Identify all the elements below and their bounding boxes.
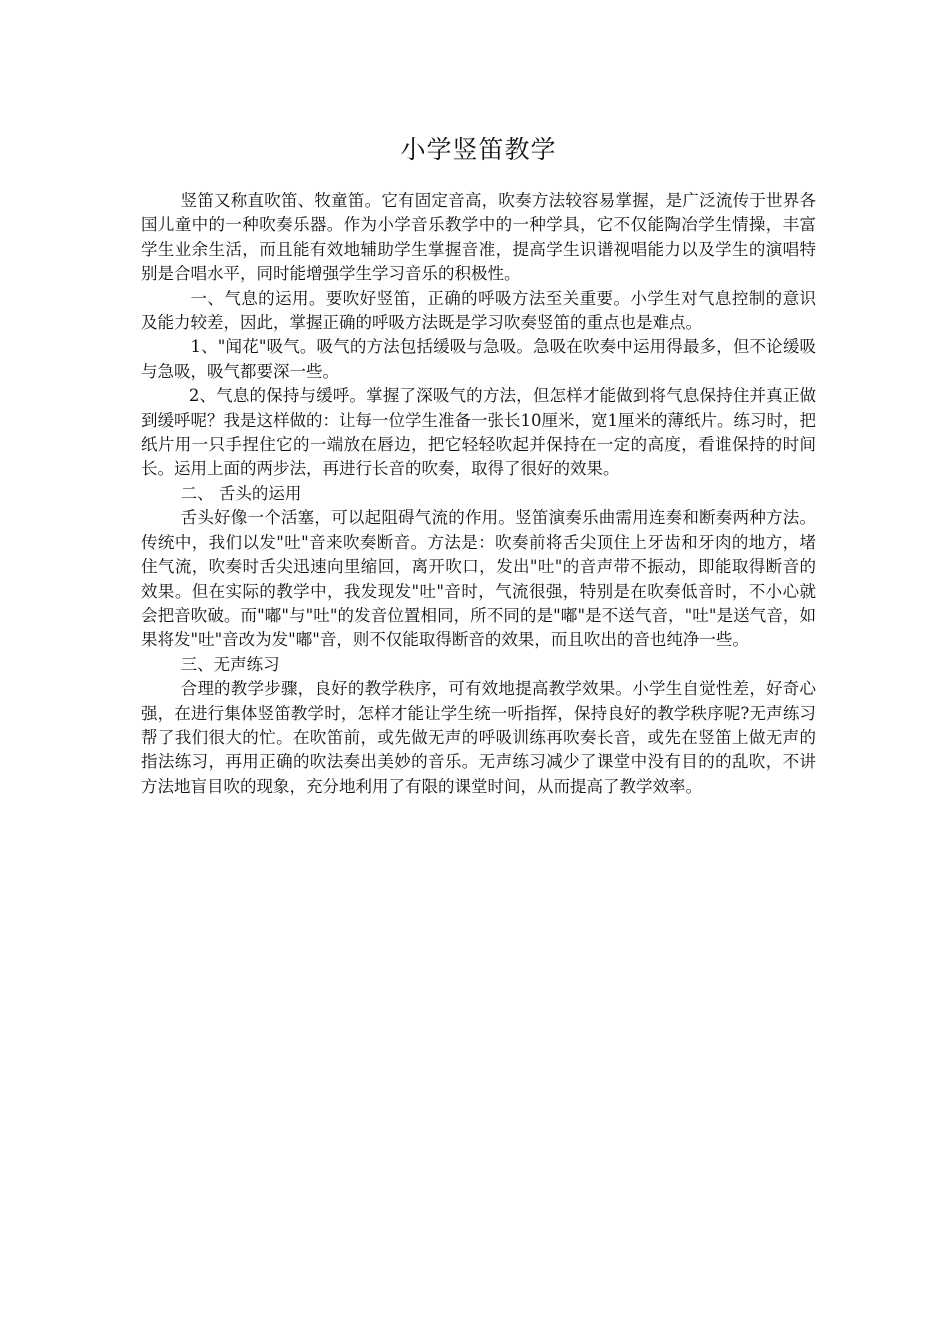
paragraph-breath: 一、气息的运用。要吹好竖笛，正确的呼吸方法至关重要。小学生对气息控制的意识及能力较差，因此，掌握正确的呼吸方法既是学习吹奏竖笛的重点也是难点。 — [141, 288, 816, 333]
section-heading-silent: 三、无声练习 — [180, 654, 280, 674]
paragraph-intro: 竖笛又称直吹笛、牧童笛。它有固定音高，吹奏方法较容易掌握，是广泛流传于世界各国儿童中的一种吹奏乐器。作为小学音乐教学中的一种学具，它不仅能陶冶学生情操，丰富学生业余生活，而且能有效地辅助学生掌握音准，提高学生识谱视唱能力以及学生的演唱特别是合唱水平，同时能增强学生学习音乐的积极性。 — [141, 191, 816, 284]
section-heading-tongue: 二、 舌头的运用 — [180, 483, 302, 503]
paragraph-breath-inhale: 1、"闻花"吸气。吸气的方法包括缓吸与急吸。急吸在吹奏中运用得最多，但不论缓吸与急吸，吸气都要深一些。 — [141, 337, 816, 381]
document-page — [141, 130, 816, 799]
paragraph-silent: 合理的教学步骤，良好的教学秩序，可有效地提高教学效果。小学生自觉性差，好奇心强，在进行集体竖笛教学时，怎样才能让学生统一听指挥，保持良好的教学秩序呢?无声练习帮了我们很大的忙。在吹笛前，或先做无声的呼吸训练再吹奏长音，或先在竖笛上做无声的指法练习，再用正确的吹法奏出美妙的音乐。无声练习减少了课堂中没有目的的乱吹，不讲方法地盲目吹的现象，充分地利用了有限的课堂时间，从而提高了教学效率。 — [141, 679, 816, 796]
document-title: 小学竖笛教学 — [400, 135, 557, 164]
paragraph-tongue: 舌头好像一个活塞，可以起阻碍气流的作用。竖笛演奏乐曲需用连奏和断奏两种方法。传统中，我们以发"吐"音来吹奏断音。方法是：吹奏前将舌尖顶住上牙齿和牙肉的地方，堵住气流，吹奏时舌尖迅速向里缩回，离开吹口，发出"吐"的音声带不振动，即能取得断音的效果。但在实际的教学中，我发现发"吐"音时，气流很强，特别是在吹奏低音时，不小心就会把音吹破。而"嘟"与"吐"的发音位置相同，所不同的是"嘟"是不送气音，"吐"是送气音，如果将发"吐"音改为发"嘟"音，则不仅能取得断音的效果，而且吹出的音也纯净一些。 — [141, 508, 816, 650]
paragraph-breath-hold: 2、气息的保持与缓呼。掌握了深吸气的方法，但怎样才能做到将气息保持住并真正做到缓呼呢？我是这样做的：让每一位学生准备一张长10厘米，宽1厘米的薄纸片。练习时，把纸片用一只手捏住它的一端放在唇边，把它轻轻吹起并保持在一定的高度，看谁保持的时间长。运用上面的两步法，再进行长音的吹奏，取得了很好的效果。 — [141, 386, 816, 479]
